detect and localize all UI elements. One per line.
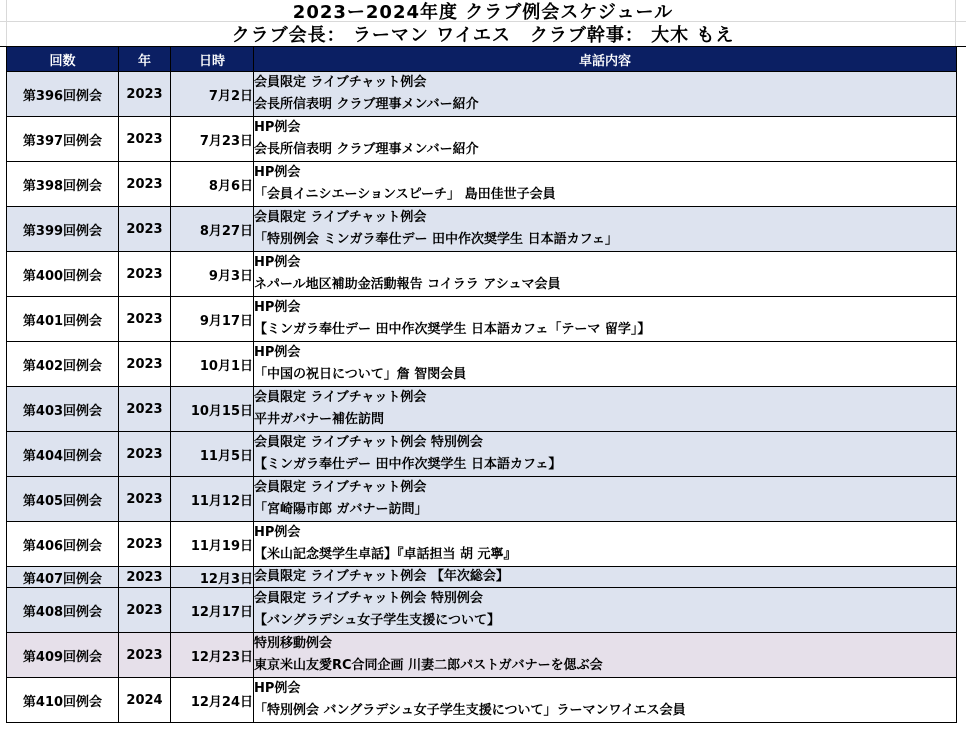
- meeting-cell: 第410回例会: [7, 678, 119, 723]
- topic-line-2: 東京米山友愛RC合同企画 川妻二郎パストガバナーを偲ぶ会: [254, 658, 603, 673]
- topic-cell: [254, 342, 957, 387]
- year-cell: 2023: [119, 252, 171, 297]
- topic-line-1: 会員限定 ライブチャット例会 特別例会: [254, 435, 483, 450]
- topic-line-2: 会長所信表明 クラブ理事メンバー紹介: [254, 97, 479, 112]
- topic-line-2: 【ミンガラ奉仕デー 田中作次奨学生 日本語カフェ】: [254, 457, 562, 472]
- year-cell: 2023: [119, 72, 171, 117]
- topic-cell: [254, 72, 957, 117]
- topic-line-1: 特別移動例会: [254, 636, 333, 651]
- year-cell: 2023: [119, 117, 171, 162]
- meeting-cell: 第397回例会: [7, 117, 119, 162]
- year-cell: 2023: [119, 477, 171, 522]
- date-cell: 11月19日: [171, 522, 254, 567]
- year-cell: 2023: [119, 342, 171, 387]
- meeting-cell: 第407回例会: [7, 567, 119, 588]
- topic-cell: [254, 588, 957, 633]
- date-cell: 12月24日: [171, 678, 254, 723]
- table-row: [7, 297, 957, 342]
- topic-line-1: HP例会: [254, 120, 301, 135]
- topic-line-1: 会員限定 ライブチャット例会: [254, 75, 427, 90]
- meeting-cell: 第401回例会: [7, 297, 119, 342]
- topic-line-2: 「会員イニシエーションスピーチ」 島田佳世子会員: [254, 187, 556, 202]
- table-row: [7, 477, 957, 522]
- column-header-topic: 卓話内容: [254, 47, 957, 72]
- topic-line-1: 会員限定 ライブチャット例会: [254, 480, 427, 495]
- date-cell: 12月17日: [171, 588, 254, 633]
- year-cell: 2023: [119, 522, 171, 567]
- page-title: 2023ー2024年度 クラブ例会スケジュール: [0, 0, 966, 22]
- table-row: [7, 72, 957, 117]
- meeting-cell: 第406回例会: [7, 522, 119, 567]
- date-cell: 8月27日: [171, 207, 254, 252]
- table-row: [7, 432, 957, 477]
- date-cell: 11月5日: [171, 432, 254, 477]
- table-row: [7, 522, 957, 567]
- topic-cell: [254, 567, 957, 588]
- meeting-cell: 第402回例会: [7, 342, 119, 387]
- date-cell: 12月3日: [171, 567, 254, 588]
- date-cell: 7月23日: [171, 117, 254, 162]
- schedule-table: [6, 46, 957, 723]
- year-cell: 2023: [119, 297, 171, 342]
- topic-line-2: 平井ガバナー補佐訪問: [254, 412, 385, 427]
- meeting-cell: 第399回例会: [7, 207, 119, 252]
- meeting-cell: 第405回例会: [7, 477, 119, 522]
- meeting-cell: 第400回例会: [7, 252, 119, 297]
- topic-cell: [254, 162, 957, 207]
- schedule-rows: [7, 72, 957, 723]
- date-cell: 8月6日: [171, 162, 254, 207]
- meeting-cell: 第403回例会: [7, 387, 119, 432]
- topic-cell: [254, 432, 957, 477]
- topic-line-2: 「特別例会 バングラデシュ女子学生支援について」ラーマンワイエス会員: [254, 703, 686, 718]
- table-row: [7, 342, 957, 387]
- topic-cell: [254, 117, 957, 162]
- year-cell: 2023: [119, 207, 171, 252]
- date-cell: 10月15日: [171, 387, 254, 432]
- topic-line-1: 会員限定 ライブチャット例会 【年次総会】: [254, 569, 509, 584]
- topic-line-2: 【ミンガラ奉仕デー 田中作次奨学生 日本語カフェ「テーマ 留学」】: [254, 322, 651, 337]
- topic-cell: [254, 207, 957, 252]
- topic-line-1: 会員限定 ライブチャット例会: [254, 390, 427, 405]
- date-cell: 10月1日: [171, 342, 254, 387]
- date-cell: 11月12日: [171, 477, 254, 522]
- table-header-row: [7, 47, 957, 72]
- page-subtitle: クラブ会長： ラーマン ワイエス クラブ幹事： 大木 もえ: [0, 21, 966, 47]
- table-row: [7, 633, 957, 678]
- table-row: [7, 588, 957, 633]
- topic-cell: [254, 678, 957, 723]
- year-cell: 2023: [119, 387, 171, 432]
- table-row: [7, 252, 957, 297]
- topic-line-2: 「特別例会 ミンガラ奉仕デー 田中作次奨学生 日本語カフェ」: [254, 232, 618, 247]
- topic-line-2: 「中国の祝日について」詹 智閔会員: [254, 367, 467, 382]
- topic-line-2: 【米山記念奨学生卓話】『卓話担当 胡 元寧』: [254, 547, 517, 562]
- topic-line-1: HP例会: [254, 681, 301, 696]
- topic-line-1: HP例会: [254, 165, 301, 180]
- topic-line-1: HP例会: [254, 525, 301, 540]
- meeting-cell: 第396回例会: [7, 72, 119, 117]
- topic-cell: [254, 252, 957, 297]
- topic-line-1: HP例会: [254, 300, 301, 315]
- year-cell: 2023: [119, 633, 171, 678]
- table-row: [7, 678, 957, 723]
- year-cell: 2023: [119, 162, 171, 207]
- column-header-year: 年: [119, 47, 171, 72]
- meeting-cell: 第398回例会: [7, 162, 119, 207]
- year-cell: 2023: [119, 588, 171, 633]
- meeting-cell: 第408回例会: [7, 588, 119, 633]
- date-cell: 9月17日: [171, 297, 254, 342]
- topic-cell: [254, 522, 957, 567]
- topic-cell: [254, 387, 957, 432]
- topic-cell: [254, 633, 957, 678]
- topic-line-1: 会員限定 ライブチャット例会: [254, 210, 427, 225]
- topic-line-1: 会員限定 ライブチャット例会 特別例会: [254, 591, 483, 606]
- meeting-cell: 第404回例会: [7, 432, 119, 477]
- column-header-date: 日時: [171, 47, 254, 72]
- year-cell: 2023: [119, 567, 171, 588]
- topic-line-1: HP例会: [254, 345, 301, 360]
- date-cell: 7月2日: [171, 72, 254, 117]
- topic-line-1: HP例会: [254, 255, 301, 270]
- topic-line-2: 「宮崎陽市郎 ガバナー訪問」: [254, 502, 428, 517]
- year-cell: 2024: [119, 678, 171, 723]
- topic-cell: [254, 297, 957, 342]
- meeting-cell: 第409回例会: [7, 633, 119, 678]
- table-row: [7, 207, 957, 252]
- date-cell: 12月23日: [171, 633, 254, 678]
- table-row: [7, 567, 957, 588]
- table-row: [7, 117, 957, 162]
- topic-line-2: 会長所信表明 クラブ理事メンバー紹介: [254, 142, 479, 157]
- table-row: [7, 162, 957, 207]
- column-header-meeting: 回数: [7, 47, 119, 72]
- topic-line-2: ネパール地区補助金活動報告 コイララ アシュマ会員: [254, 277, 561, 292]
- table-row: [7, 387, 957, 432]
- topic-cell: [254, 477, 957, 522]
- topic-line-2: 【バングラデシュ女子学生支援について】: [254, 613, 500, 628]
- year-cell: 2023: [119, 432, 171, 477]
- date-cell: 9月3日: [171, 252, 254, 297]
